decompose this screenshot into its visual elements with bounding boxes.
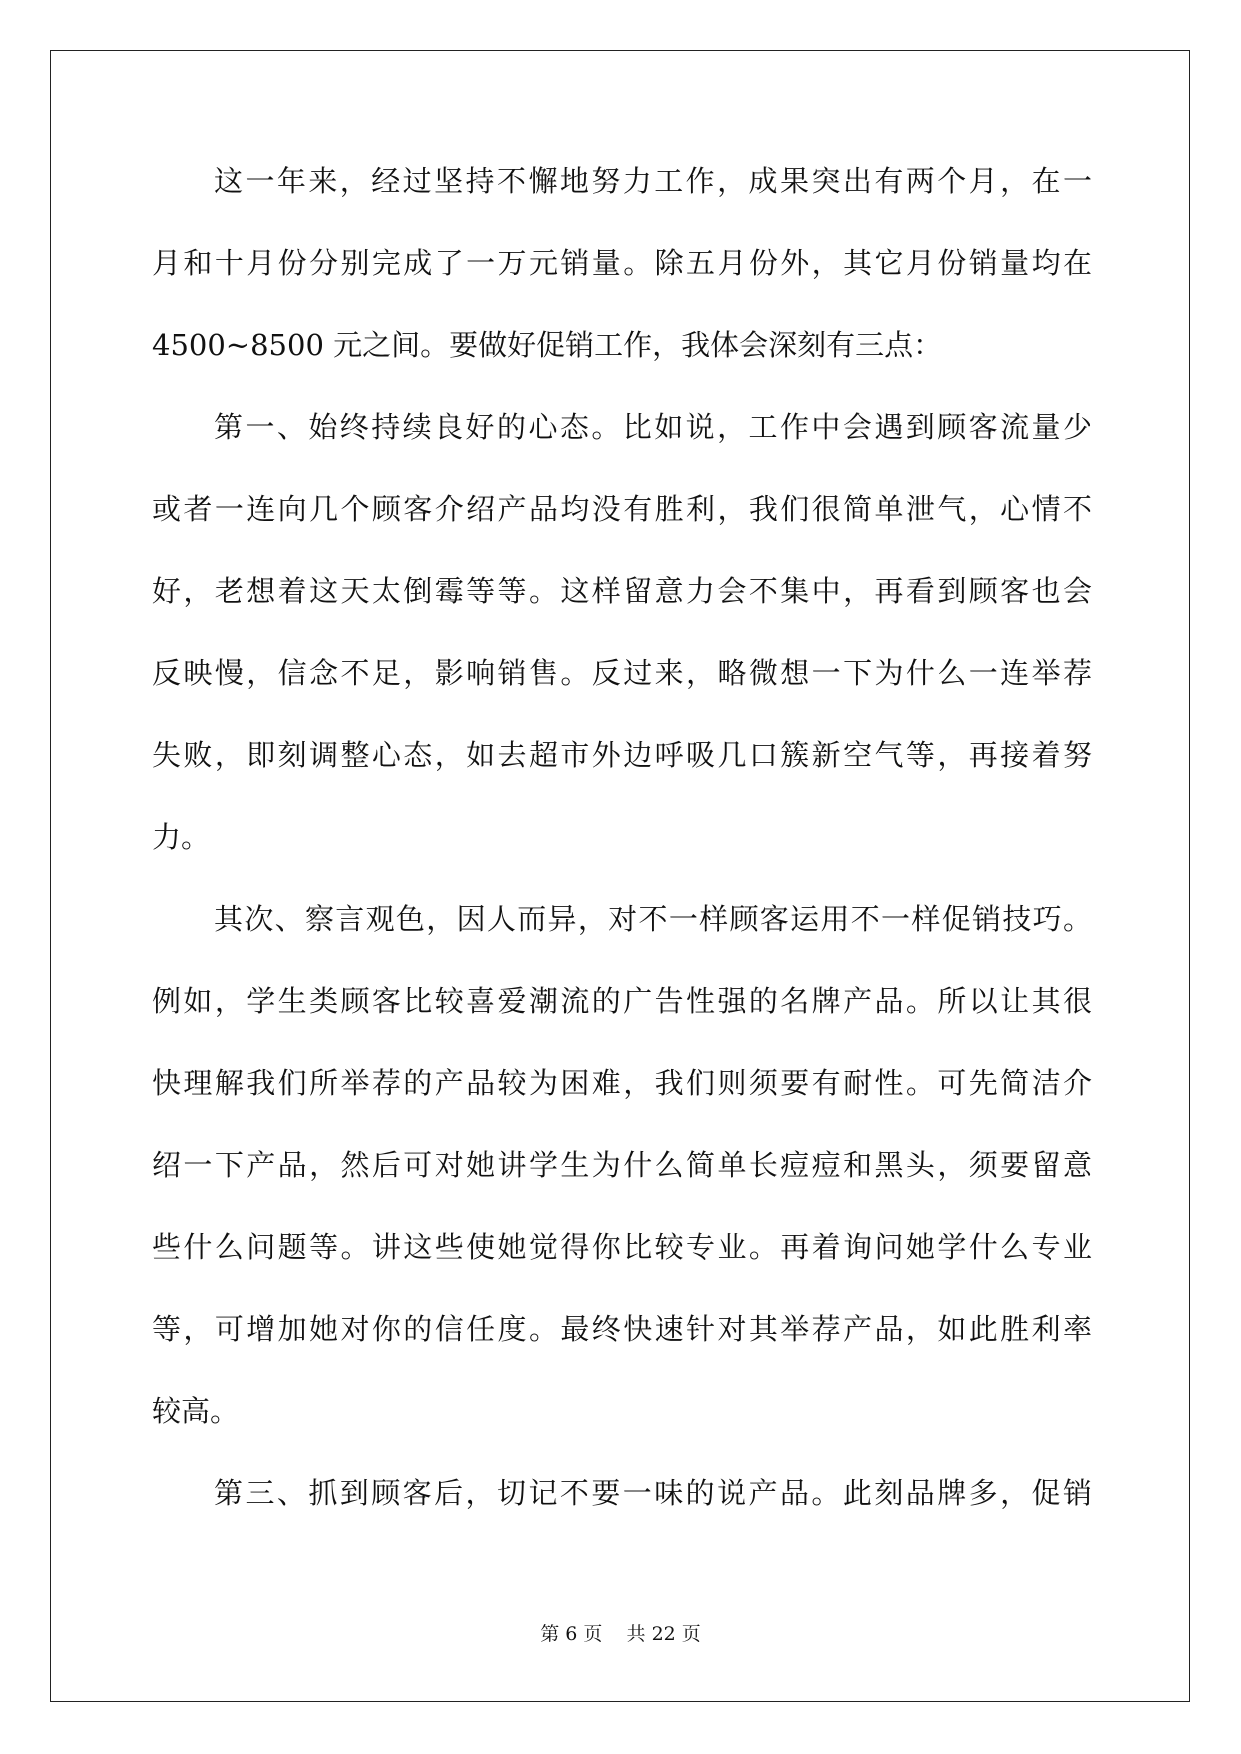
- paragraph-2-line-3: 好，老想着这天太倒霉等等。这样留意力会不集中，再看到顾客也会: [152, 574, 1092, 608]
- paragraph-1-line-2: 月和十月份分别完成了一万元销量。除五月份外，其它月份销量均在: [152, 246, 1092, 280]
- paragraph-2-line-6: 力。: [152, 820, 211, 854]
- paragraph-1-line-3: 4500~8500 元之间。要做好促销工作，我体会深刻有三点：: [152, 328, 943, 362]
- paragraph-2-line-1: 第一、始终持续良好的心态。比如说，工作中会遇到顾客流量少: [214, 410, 1092, 444]
- paragraph-4-line-1: 第三、抓到顾客后，切记不要一味的说产品。此刻品牌多，促销: [214, 1476, 1092, 1510]
- paragraph-2-line-4: 反映慢，信念不足，影响销售。反过来，略微想一下为什么一连举荐: [152, 656, 1092, 690]
- paragraph-2-line-2: 或者一连向几个顾客介绍产品均没有胜利，我们很简单泄气，心情不: [152, 492, 1092, 526]
- document-body: [152, 165, 1092, 1559]
- paragraph-2-line-5: 失败，即刻调整心态，如去超市外边呼吸几口簇新空气等，再接着努: [152, 738, 1092, 772]
- paragraph-3-line-5: 些什么问题等。讲这些使她觉得你比较专业。再着询问她学什么专业: [152, 1230, 1092, 1264]
- paragraph-3-line-2: 例如，学生类顾客比较喜爱潮流的广告性强的名牌产品。所以让其很: [152, 984, 1092, 1018]
- paragraph-3-line-4: 绍一下产品，然后可对她讲学生为什么简单长痘痘和黑头，须要留意: [152, 1148, 1092, 1182]
- page-number-label: 第 6 页 共 22 页: [540, 1623, 701, 1645]
- paragraph-3-line-7: 较高。: [152, 1394, 240, 1428]
- paragraph-3-line-6: 等，可增加她对你的信任度。最终快速针对其举荐产品，如此胜利率: [152, 1312, 1092, 1346]
- page-footer: [0, 1623, 1241, 1645]
- paragraph-1-line-1: 这一年来，经过坚持不懈地努力工作，成果突出有两个月，在一: [214, 164, 1092, 198]
- paragraph-3-line-1: 其次、察言观色，因人而异，对不一样顾客运用不一样促销技巧。: [214, 902, 1092, 936]
- paragraph-3-line-3: 快理解我们所举荐的产品较为困难，我们则须要有耐性。可先简洁介: [152, 1066, 1092, 1100]
